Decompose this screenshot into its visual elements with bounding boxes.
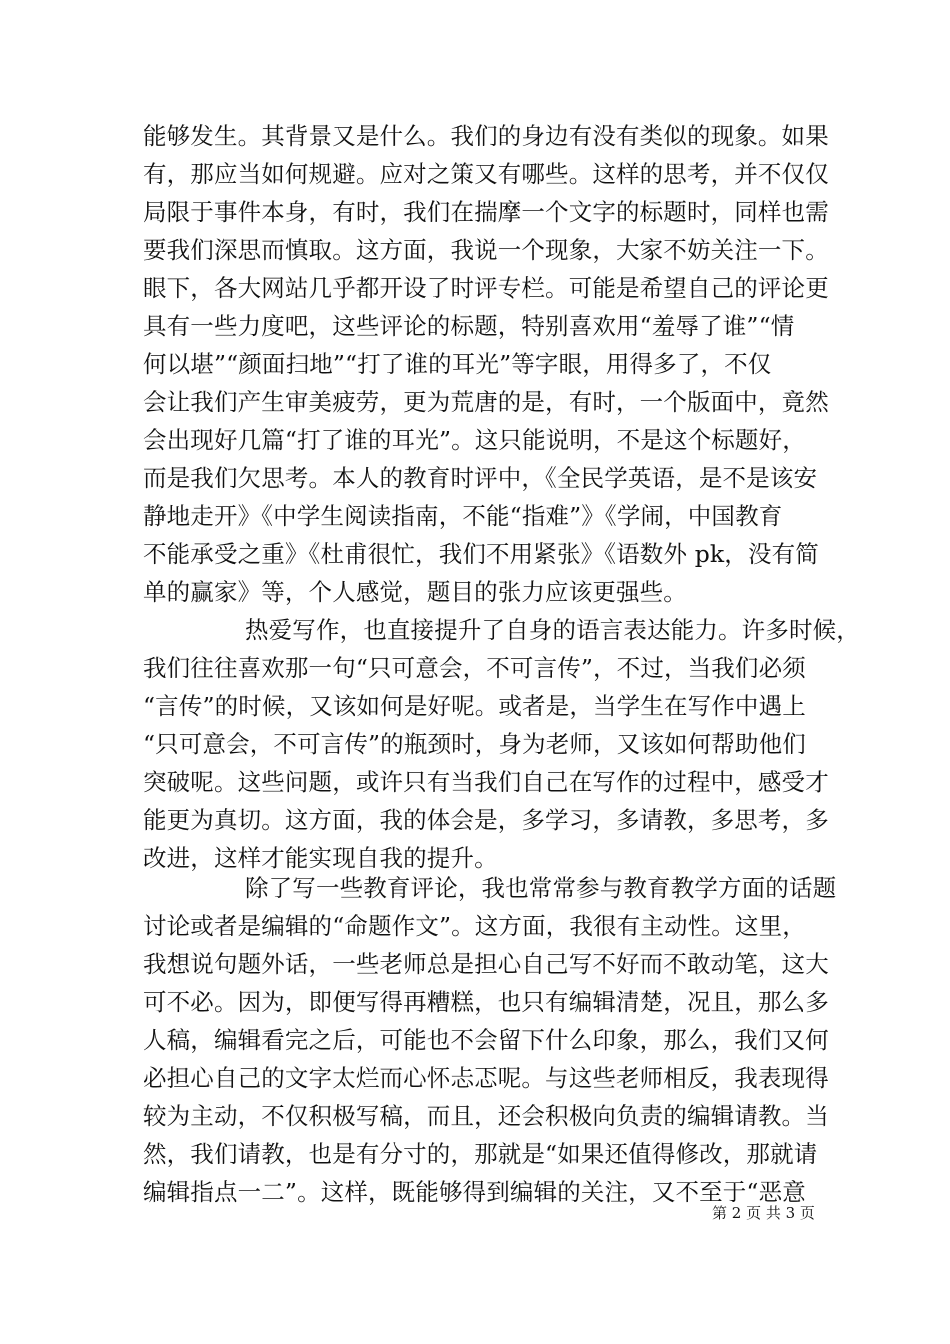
text-line: 编辑指点一二”。这样，既能够得到编辑的关注，又不至于“恶意 bbox=[143, 1178, 806, 1206]
paragraph-start-line: 除了写一些教育评论，我也常常参与教育教学方面的话题 bbox=[245, 874, 837, 902]
text-line: 能更为真切。这方面，我的体会是，多学习，多请教，多思考，多 bbox=[143, 806, 829, 834]
text-line: 眼下，各大网站几乎都开设了时评专栏。可能是希望自己的评论更 bbox=[143, 274, 829, 302]
text-line: 较为主动，不仅积极写稿，而且，还会积极向负责的编辑请教。当 bbox=[143, 1102, 829, 1130]
text-line: 必担心自己的文字太烂而心怀忐忑呢。与这些老师相反，我表现得 bbox=[143, 1064, 829, 1092]
text-line: 改进，这样才能实现自我的提升。 bbox=[143, 844, 498, 872]
text-line: 不能承受之重》《杜甫很忙，我们不用紧张》《语数外 pk，没有简 bbox=[143, 540, 819, 568]
page-footer: 第 2 页 共 3 页 bbox=[712, 1204, 815, 1222]
text-line: 可不必。因为，即便写得再糟糕，也只有编辑清楚，况且，那么多 bbox=[143, 988, 829, 1016]
paragraph-start-line: 热爱写作，也直接提升了自身的语言表达能力。许多时候， bbox=[245, 616, 860, 644]
text-line: 讨论或者是编辑的“命题作文”。这方面，我很有主动性。这里， bbox=[143, 912, 806, 940]
text-line: “只可意会，不可言传”的瓶颈时，身为老师，又该如何帮助他们 bbox=[143, 730, 806, 758]
text-line: 人稿，编辑看完之后，可能也不会留下什么印象，那么，我们又何 bbox=[143, 1026, 829, 1054]
text-line: 我想说句题外话，一些老师总是担心自己写不好而不敢动笔，这大 bbox=[143, 950, 829, 978]
text-line: 会让我们产生审美疲劳，更为荒唐的是，有时，一个版面中，竟然 bbox=[143, 388, 829, 416]
text-line: 突破呢。这些问题，或许只有当我们自己在写作的过程中，感受才 bbox=[143, 768, 829, 796]
text-line: 要我们深思而慎取。这方面，我说一个现象，大家不妨关注一下。 bbox=[143, 236, 829, 264]
text-line: 我们往往喜欢那一句“只可意会，不可言传”，不过，当我们必须 bbox=[143, 654, 806, 682]
text-line: 静地走开》《中学生阅读指南，不能“指难”》《学闹，中国教育 bbox=[143, 502, 783, 530]
text-line: 具有一些力度吧，这些评论的标题，特别喜欢用“羞辱了谁”“情 bbox=[143, 312, 795, 340]
text-line: 而是我们欠思考。本人的教育时评中，《全民学英语，是不是该安 bbox=[143, 464, 818, 492]
text-line: 会出现好几篇“打了谁的耳光”。这只能说明，不是这个标题好， bbox=[143, 426, 806, 454]
text-line: 局限于事件本身，有时，我们在揣摩一个文字的标题时，同样也需 bbox=[143, 198, 829, 226]
text-line: 能够发生。其背景又是什么。我们的身边有没有类似的现象。如果 bbox=[143, 122, 829, 150]
text-line: 有，那应当如何规避。应对之策又有哪些。这样的思考，并不仅仅 bbox=[143, 160, 829, 188]
text-line: 何以堪”“颜面扫地”“打了谁的耳光”等字眼，用得多了，不仅 bbox=[143, 350, 772, 378]
text-line: 然，我们请教，也是有分寸的，那就是“如果还值得修改，那就请 bbox=[143, 1140, 818, 1168]
text-line: 单的赢家》等，个人感觉，题目的张力应该更强些。 bbox=[143, 578, 687, 606]
text-line: “言传”的时候，又该如何是好呢。或者是，当学生在写作中遇上 bbox=[143, 692, 806, 720]
